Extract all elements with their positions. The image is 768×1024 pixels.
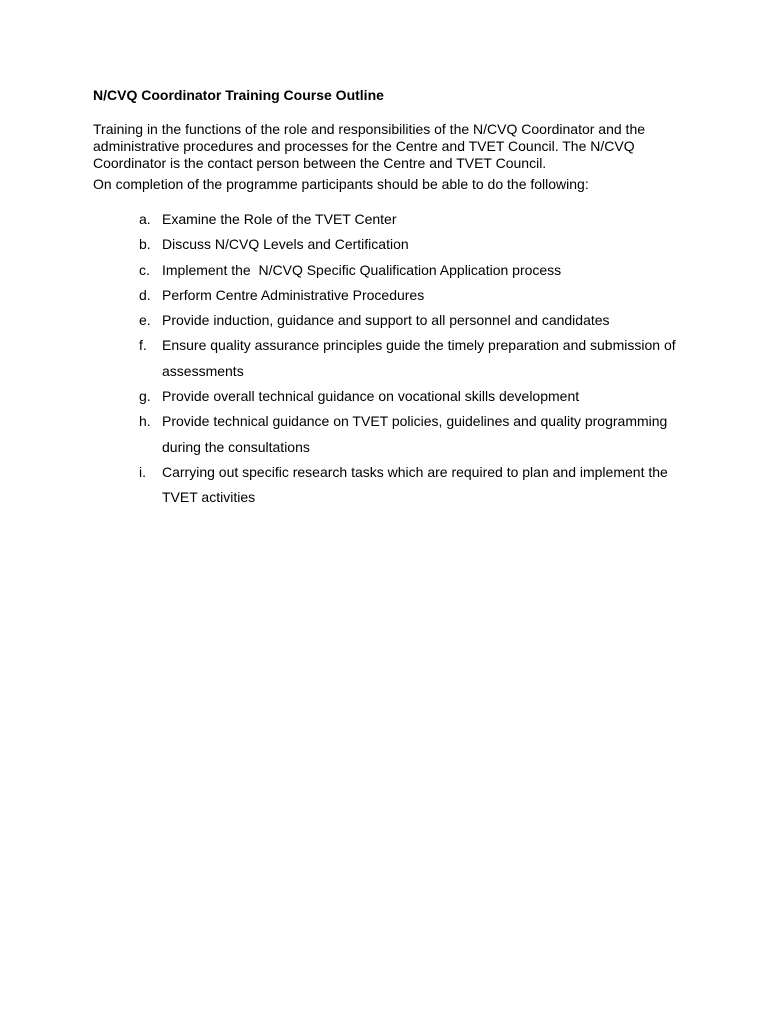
list-marker: e. [139,312,151,329]
list-item-text: Provide induction, guidance and support to all personnel and candidates [162,312,610,329]
list-marker: i. [139,463,146,480]
list-item-text: Provide technical guidance on TVET policies, guidelines and quality programming during the consultations [162,413,668,455]
list-marker: d. [139,286,151,303]
list-item-text: Implement the N/CVQ Specific Qualification Application process [162,261,562,278]
list-item [93,308,683,333]
list-item [93,232,683,257]
list-item-text: Provide overall technical guidance on vocational skills development [162,388,580,405]
lead-paragraph: On completion of the programme participants should be able to do the following: [93,176,589,192]
list-item [93,384,683,409]
intro-paragraph: Training in the functions of the role and responsibilities of the N/CVQ Coordinator and the administrative procedures and processes for the Centre and TVET Council. The N/CVQ Coordinator is the contact person between the Centre and TVET Council. [93,121,646,171]
list-item-text: Examine the Role of the TVET Center [162,211,397,227]
list-item [93,333,683,384]
list-marker: h. [139,413,151,430]
outcomes-list [93,207,683,511]
list-item-text: Carrying out specific research tasks which are required to plan and implement the TVET activities [162,463,668,506]
document-title: N/CVQ Coordinator Training Course Outline [93,87,384,103]
list-marker: c. [139,261,150,278]
document-page [93,86,683,511]
list-item [93,258,683,283]
list-item-text: Ensure quality assurance principles guide the timely preparation and submission of assessments [162,337,676,379]
list-item [93,460,683,511]
list-marker: g. [139,388,151,405]
list-marker: a. [139,211,151,227]
list-marker: f. [139,337,147,354]
list-item-text: Perform Centre Administrative Procedures [162,286,425,303]
list-item [93,409,683,460]
list-item [93,207,683,232]
list-item-text: Discuss N/CVQ Levels and Certification [162,236,409,253]
list-marker: b. [139,236,151,253]
list-item [93,283,683,308]
